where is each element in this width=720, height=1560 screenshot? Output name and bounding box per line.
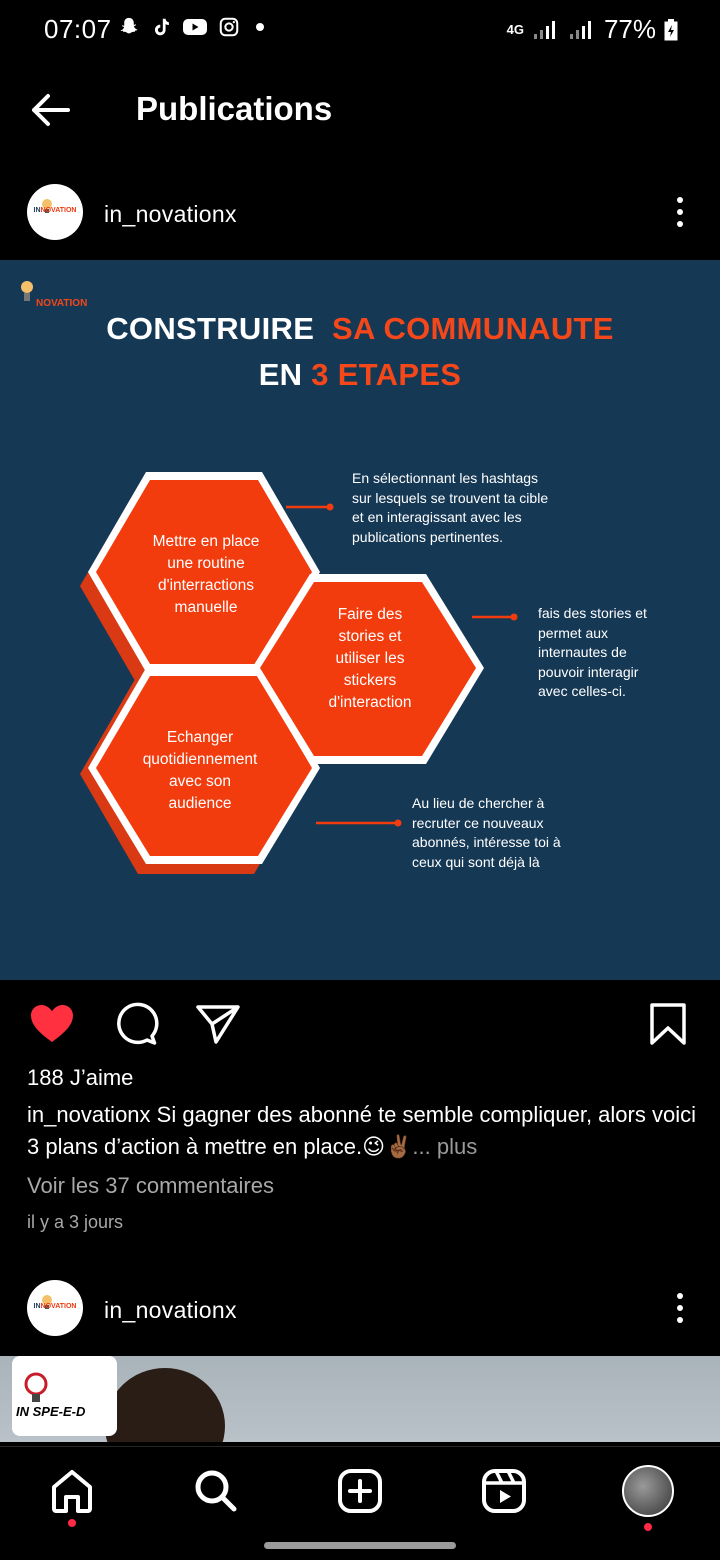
more-options-icon[interactable] — [670, 1290, 690, 1330]
home-notification-dot — [68, 1519, 76, 1527]
hexagon-3-text — [90, 727, 310, 815]
note1-line: sur lesquels se trouvent ta cible — [352, 489, 549, 506]
hex3-line: quotidiennement — [142, 751, 258, 768]
post-headline — [0, 306, 720, 398]
view-comments-link[interactable]: Voir les 37 commentaires — [27, 1173, 274, 1198]
likes-count[interactable]: 188 J’aime — [27, 1065, 134, 1090]
headline-line1-white: CONSTRUIRE — [106, 311, 315, 346]
profile-notification-dot — [644, 1523, 652, 1531]
gesture-home-indicator[interactable] — [264, 1542, 456, 1549]
profile-avatar[interactable] — [622, 1465, 674, 1517]
note2-line: avec celles-ci. — [538, 683, 626, 699]
post-header — [0, 160, 720, 260]
more-options-icon[interactable] — [670, 194, 690, 234]
status-app-icons — [118, 16, 264, 38]
note3-line: recruter ce nouveaux — [412, 814, 544, 831]
caption-text: Si gagner des abonné te semble compliquer, alors voici 3 plans d’action à mettre en place. — [27, 1102, 696, 1159]
hex1-line: d'interractions — [157, 577, 254, 594]
avatar[interactable] — [27, 1280, 83, 1336]
note-1 — [352, 469, 548, 547]
note-3 — [412, 794, 561, 872]
headline-line2-white: EN — [258, 357, 303, 392]
hex2-line: stickers — [343, 672, 397, 689]
status-bar — [0, 0, 720, 60]
note-2 — [538, 604, 647, 702]
more-notifications-dot — [256, 23, 264, 31]
note2-line: fais des stories et — [538, 605, 647, 621]
caption-more-link[interactable]: ... plus — [412, 1134, 478, 1159]
instagram-icon — [218, 16, 240, 38]
note2-line: permet aux — [538, 624, 609, 641]
network-type: 4G — [506, 21, 524, 37]
like-heart-icon[interactable] — [28, 1002, 76, 1046]
avatar-brand-b: NOVATION — [40, 207, 77, 214]
share-send-icon[interactable] — [194, 1002, 242, 1046]
post-2-header — [0, 1256, 720, 1356]
signal-icon-2 — [568, 19, 596, 41]
post-2-brand-logo — [12, 1356, 117, 1436]
hex1-line: manuelle — [174, 599, 238, 616]
signal-icon — [532, 19, 560, 41]
note3-line: Au lieu de chercher à — [412, 795, 545, 811]
battery-icon — [664, 19, 678, 41]
note1-line: et en interagissant avec les — [352, 509, 522, 525]
headline-line1-red: SA COMMUNAUTE — [332, 311, 614, 346]
caption-emojis: 😉✌🏾 — [362, 1134, 413, 1159]
hex1-line: une routine — [167, 555, 245, 572]
hexagon-2-text — [260, 604, 480, 714]
search-icon[interactable] — [190, 1465, 242, 1517]
hex2-line: utiliser les — [335, 650, 405, 667]
create-post-icon[interactable] — [334, 1465, 386, 1517]
post-caption — [27, 1099, 697, 1163]
battery-percent: 77% — [603, 14, 656, 44]
post-2-username[interactable]: in_novationx — [104, 1297, 237, 1323]
post-username[interactable]: in_novationx — [104, 201, 237, 227]
comment-icon[interactable] — [112, 1002, 160, 1046]
note3-line: abonnés, intéresse toi à — [412, 834, 561, 850]
post-timestamp: il y a 3 jours — [27, 1212, 124, 1232]
note2-line: internautes de — [538, 644, 627, 660]
note1-line: En sélectionnant les hashtags — [352, 470, 539, 486]
note3-line: ceux qui sont déjà là — [412, 853, 540, 870]
post-2-logo-text: IN SPE-E-D — [16, 1404, 86, 1419]
note1-line: publications pertinentes. — [352, 528, 503, 545]
note2-line: pouvoir interagir — [538, 663, 639, 680]
app-header — [0, 60, 720, 160]
hex3-line: Echanger — [166, 729, 234, 746]
bookmark-icon[interactable] — [644, 1002, 692, 1046]
avatar-brand-b: NOVATION — [40, 1303, 77, 1310]
hex3-line: audience — [168, 795, 232, 812]
avatar-brand-a: IN — [33, 207, 41, 214]
headline-line2-red: 3 ETAPES — [311, 357, 462, 392]
hex2-line: Faire des — [337, 606, 403, 623]
page-title: Publications — [136, 90, 333, 127]
hex2-line: stories et — [338, 628, 402, 645]
status-right — [507, 14, 678, 45]
hex2-line: d'interaction — [328, 694, 412, 711]
reels-icon[interactable] — [478, 1465, 530, 1517]
hex1-line: Mettre en place — [152, 533, 260, 550]
hex3-line: avec son — [168, 773, 232, 790]
avatar[interactable] — [27, 184, 83, 240]
home-icon[interactable] — [46, 1465, 98, 1517]
brand-logo-text: NOVATION — [36, 298, 88, 309]
caption-username[interactable]: in_novationx — [27, 1102, 151, 1127]
back-arrow-icon[interactable] — [24, 88, 80, 132]
tiktok-icon — [150, 16, 172, 38]
bulb-icon — [21, 281, 33, 293]
avatar-brand-a: IN — [33, 1303, 41, 1310]
status-time: 07:07 — [44, 14, 112, 44]
snapchat-icon — [118, 16, 140, 38]
post-actions — [0, 980, 720, 1064]
youtube-icon — [182, 16, 208, 38]
